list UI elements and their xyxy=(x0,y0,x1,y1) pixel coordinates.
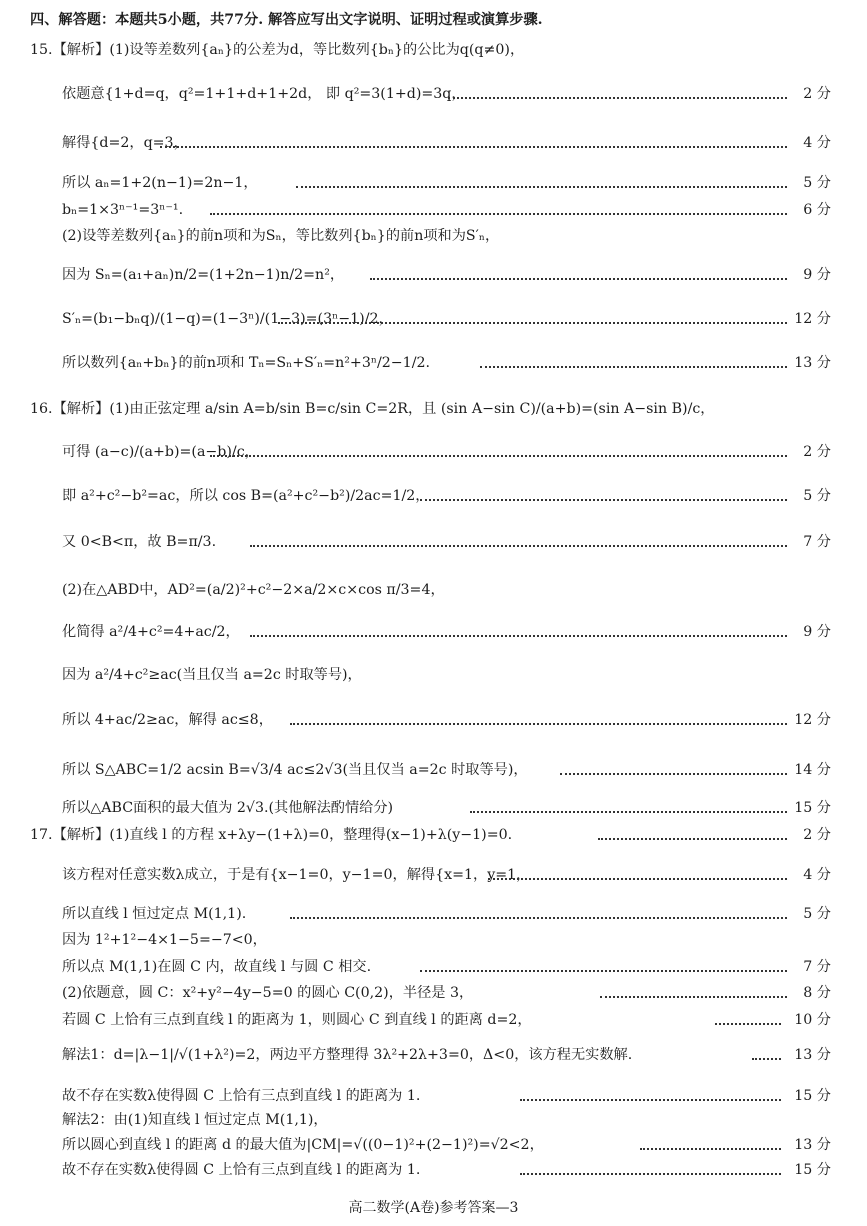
leader-dots xyxy=(598,838,787,840)
score: 5 分 xyxy=(803,906,831,922)
q17-line-3: 所以直线 l 恒过定点 M(1,1). 5 分 xyxy=(62,906,831,922)
leader-dots xyxy=(250,545,787,547)
q17-line-5: 所以点 M(1,1)在圆 C 内，故直线 l 与圆 C 相交. 7 分 xyxy=(62,959,831,975)
score: 10 分 xyxy=(794,1012,831,1028)
q16-line-10: 所以△ABC面积的最大值为 2√3.(其他解法酌情给分) 15 分 xyxy=(62,800,831,816)
section-heading: 四、解答题：本题共5小题，共77分. 解答应写出文字说明、证明过程或演算步骤. xyxy=(30,12,543,28)
leader-dots xyxy=(420,499,787,501)
leader-dots xyxy=(480,366,787,368)
leader-dots xyxy=(600,996,787,998)
q17-line-8: 解法1：d=|λ−1|/√(1+λ²)=2，两边平方整理得 3λ²+2λ+3=0，Δ<0，该方程无实数解. 13 分 xyxy=(62,1047,831,1063)
q16-line-9: 所以 S△ABC=1/2 acsin B=√3/4 ac≤2√3(当且仅当 a=2c 时取等号)， 14 分 xyxy=(62,762,831,778)
leader-dots xyxy=(290,723,787,725)
leader-dots xyxy=(290,917,787,919)
score: 13 分 xyxy=(794,1047,831,1063)
leader-dots xyxy=(715,1023,781,1025)
score: 9 分 xyxy=(803,624,831,640)
score: 5 分 xyxy=(803,488,831,504)
score: 2 分 xyxy=(803,86,831,102)
q17-line-4: 因为 1²+1²−4×1−5=−7<0， xyxy=(62,932,267,948)
score: 5 分 xyxy=(803,175,831,191)
q17-line-6: (2)依题意，圆 C：x²+y²−4y−5=0 的圆心 C(0,2)，半径是 3， 8 分 xyxy=(62,985,831,1001)
score: 12 分 xyxy=(794,311,831,327)
score: 2 分 xyxy=(803,827,831,843)
leader-dots xyxy=(640,1148,781,1150)
q17-line-12: 故不存在实数λ使得圆 C 上恰有三点到直线 l 的距离为 1. 15 分 xyxy=(62,1162,831,1178)
q16-line-6: 化简得 a²/4+c²=4+ac/2， 9 分 xyxy=(62,624,831,640)
leader-dots xyxy=(448,97,787,99)
q16-line-1: 16.【解析】(1)由正弦定理 a/sin A=b/sin B=c/sin C=2R，且 (sin A−sin C)/(a+b)=(sin A−sin B)/c， xyxy=(30,401,715,417)
leader-dots xyxy=(296,186,787,188)
leader-dots xyxy=(210,455,787,457)
score: 15 分 xyxy=(794,1162,831,1178)
q15-line-4: 所以 aₙ=1+2(n−1)=2n−1， 5 分 xyxy=(62,175,831,191)
leader-dots xyxy=(250,635,787,637)
score: 9 分 xyxy=(803,267,831,283)
score: 7 分 xyxy=(803,534,831,550)
score: 6 分 xyxy=(803,202,831,218)
leader-dots xyxy=(160,146,787,148)
leader-dots xyxy=(278,322,787,324)
score: 4 分 xyxy=(803,135,831,151)
q17-line-9: 故不存在实数λ使得圆 C 上恰有三点到直线 l 的距离为 1. 15 分 xyxy=(62,1088,831,1104)
q17-line-1: 17.【解析】(1)直线 l 的方程 x+λy−(1+λ)=0，整理得(x−1)+λ(y−1)=0. 2 分 xyxy=(30,827,831,843)
leader-dots xyxy=(520,1099,781,1101)
leader-dots xyxy=(370,278,787,280)
score: 15 分 xyxy=(794,800,831,816)
score: 7 分 xyxy=(803,959,831,975)
score: 15 分 xyxy=(794,1088,831,1104)
q15-line-7: 因为 Sₙ=(a₁+aₙ)n/2=(1+2n−1)n/2=n²， 9 分 xyxy=(62,267,831,283)
q17-line-7: 若圆 C 上恰有三点到直线 l 的距离为 1，则圆心 C 到直线 l 的距离 d=2， 10 分 xyxy=(62,1012,831,1028)
leader-dots xyxy=(560,773,787,775)
q16-line-7: 因为 a²/4+c²≥ac(当且仅当 a=2c 时取等号)， xyxy=(62,667,362,683)
leader-dots xyxy=(520,1173,781,1175)
q15-line-9: 所以数列{aₙ+bₙ}的前n项和 Tₙ=Sₙ+S′ₙ=n²+3ⁿ/2−1/2. 13 分 xyxy=(62,355,831,371)
q15-line-1: 15.【解析】(1)设等差数列{aₙ}的公差为d，等比数列{bₙ}的公比为q(q≠0)， xyxy=(30,42,525,58)
leader-dots xyxy=(210,213,787,215)
q16-line-2: 可得 (a−c)/(a+b)=(a−b)/c， 2 分 xyxy=(62,444,831,460)
score: 13 分 xyxy=(794,355,831,371)
leader-dots xyxy=(752,1058,781,1060)
leader-dots xyxy=(470,811,787,813)
q15-line-5: bₙ=1×3ⁿ⁻¹=3ⁿ⁻¹. 6 分 xyxy=(62,202,831,218)
q15-line-3: 解得{d=2，q=3， 4 分 xyxy=(62,135,831,151)
score: 8 分 xyxy=(803,985,831,1001)
score: 14 分 xyxy=(794,762,831,778)
q16-line-3: 即 a²+c²−b²=ac，所以 cos B=(a²+c²−b²)/2ac=1/2， 5 分 xyxy=(62,488,831,504)
q17-line-10: 解法2：由(1)知直线 l 恒过定点 M(1,1)， xyxy=(62,1112,328,1128)
q15-line-6: (2)设等差数列{aₙ}的前n项和为Sₙ，等比数列{bₙ}的前n项和为S′ₙ， xyxy=(62,228,500,244)
q16-line-8: 所以 4+ac/2≥ac，解得 ac≤8， 12 分 xyxy=(62,712,831,728)
q15-line-8: S′ₙ=(b₁−bₙq)/(1−q)=(1−3ⁿ)/(1−3)=(3ⁿ−1)/2， 12 分 xyxy=(62,311,831,327)
q17-line-2: 该方程对任意实数λ成立，于是有{x−1=0，y−1=0，解得{x=1，y=1， 4 分 xyxy=(62,867,831,883)
q16-line-5: (2)在△ABD中，AD²=(a/2)²+c²−2×a/2×c×cos π/3=4， xyxy=(62,582,445,598)
leader-dots xyxy=(420,970,787,972)
q17-line-11: 所以圆心到直线 l 的距离 d 的最大值为|CM|=√((0−1)²+(2−1)²)=√2<2， 13 分 xyxy=(62,1137,831,1153)
page-footer: 高二数学(A卷)参考答案—3 xyxy=(348,1200,519,1216)
score: 12 分 xyxy=(794,712,831,728)
q15-line-2: 依题意{1+d=q，q²=1+1+d+1+2d， 即 q²=3(1+d)=3q， 2 分 xyxy=(62,86,831,102)
score: 2 分 xyxy=(803,444,831,460)
score: 13 分 xyxy=(794,1137,831,1153)
leader-dots xyxy=(488,878,787,880)
q16-line-4: 又 0<B<π，故 B=π/3. 7 分 xyxy=(62,534,831,550)
score: 4 分 xyxy=(803,867,831,883)
